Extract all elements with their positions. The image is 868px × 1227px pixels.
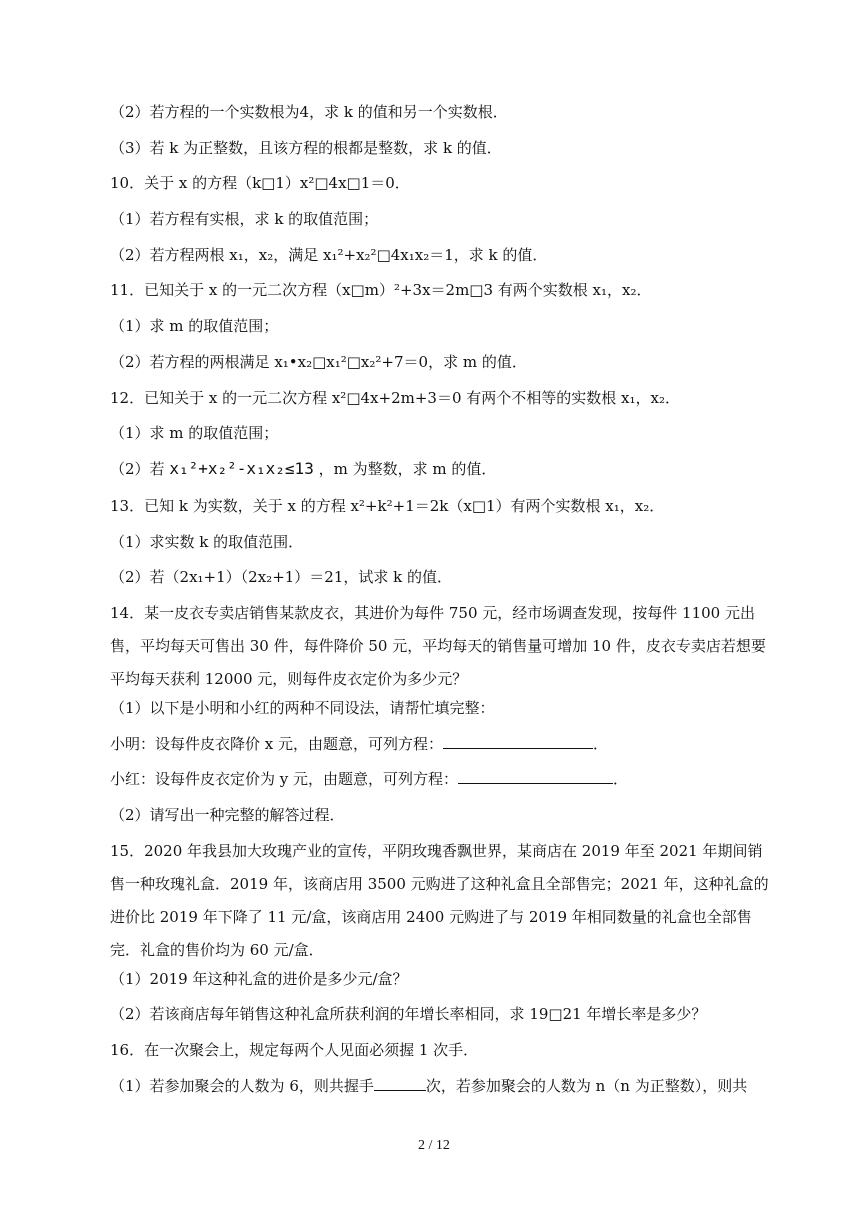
question-16-part-1 [110, 1076, 770, 1096]
question-11: 11．已知关于 x 的一元二次方程（x□m）²+3x＝2m□3 有两个实数根 x₁，x₂． [110, 281, 652, 300]
question-12-part-1: （1）求 m 的取值范围； [110, 424, 279, 443]
question-12-part-2 [110, 459, 770, 479]
answer-blank-handshakes[interactable] [374, 1076, 426, 1091]
question-11-part-2: （2）若方程的两根满足 x₁•x₂□x₁²□x₂²+7＝0，求 m 的值． [110, 352, 527, 371]
answer-blank-xiaoming[interactable] [443, 734, 593, 749]
question-15-part-1: （1）2019 年这种礼盒的进价是多少元/盒？ [110, 969, 408, 988]
question-16: 16．在一次聚会上，规定每两个人见面必须握 1 次手． [110, 1041, 479, 1060]
question-10: 10．关于 x 的方程（k□1）x²□4x□1＝0． [110, 174, 410, 193]
xiaohong-text: 小红：设每件皮衣定价为 y 元，由题意，可列方程： [110, 770, 459, 789]
question-15: 15．2020 年我县加大玫瑰产业的宣传，平阴玫瑰香飘世界，某商店在 2019 年至 2021 年期间销售一种玫瑰礼盒．2019 年，该商店用 3500 元购进了这种礼盒且全部售完；2021 年，这种礼盒的进价比 2019 年下降了 11 元/盒，该商店用 2400 元购进了与 2019 年相同数量的礼盒也全部售完．礼盒的售价均为 60 元/盒． [110, 841, 769, 959]
question-14-xiaoming [110, 734, 770, 754]
question-13-part-1: （1）求实数 k 的取值范围． [110, 532, 304, 551]
period: ． [593, 734, 609, 753]
q16-1-text-a: （1）若参加聚会的人数为 6，则共握手 [110, 1076, 374, 1095]
question-10-part-1: （1）若方程有实根，求 k 的取值范围； [110, 210, 379, 229]
question-9-part-3: （3）若 k 为正整数，且该方程的根都是整数，求 k 的值． [110, 138, 502, 157]
question-15-part-2: （2）若该商店每年销售这种礼盒所获利润的年增长率相同，求 19□21 年增长率是多少？ [110, 1005, 707, 1024]
question-14-xiaohong [110, 769, 770, 789]
question-13-part-2: （2）若（2x₁+1）（2x₂+1）＝21，试求 k 的值． [110, 568, 453, 587]
question-10-part-2: （2）若方程两根 x₁，x₂，满足 x₁²+x₂²□4x₁x₂＝1，求 k 的值． [110, 245, 548, 264]
q16-1-text-b: 次，若参加聚会的人数为 n（n 为正整数），则共 [425, 1076, 748, 1095]
q12-2-formula-image: x₁²+x₂²-x₁x₂≤13 [169, 458, 314, 478]
question-14-part-2: （2）请写出一种完整的解答过程． [110, 806, 345, 824]
answer-blank-xiaohong[interactable] [458, 769, 613, 784]
question-13: 13．已知 k 为实数，关于 x 的方程 x²+k²+1＝2k（x□1）有两个实数根 x₁，x₂． [110, 496, 665, 515]
question-14-part-1: （1）以下是小明和小红的两种不同设法，请帮忙填完整： [110, 698, 495, 717]
q12-2-prefix: （2）若 [110, 459, 165, 478]
document-body [110, 102, 770, 1111]
question-9-part-2: （2）若方程的一个实数根为4，求 k 的值和另一个实数根． [110, 103, 508, 121]
page-number: 2 / 12 [418, 1138, 450, 1153]
question-12: 12．已知关于 x 的一元二次方程 x²□4x+2m+3＝0 有两个不相等的实数根 x₁，x₂． [110, 388, 680, 407]
question-11-part-1: （1）求 m 的取值范围； [110, 317, 279, 336]
q12-2-suffix: ，m 为整数，求 m 的值． [318, 459, 497, 478]
question-14: 14．某一皮衣专卖店销售某款皮衣，其进价为每件 750 元，经市场调查发现，按每件 1100 元出售，平均每天可售出 30 件，每件降价 50 元，平均每天的销售量可增加 10 件，皮衣专卖店若想要平均每天获利 12000 元，则每件皮衣定价为多少元？ [110, 603, 766, 688]
period: ． [613, 770, 629, 789]
xiaoming-text: 小明：设每件皮衣降价 x 元，由题意，可列方程： [110, 734, 443, 753]
